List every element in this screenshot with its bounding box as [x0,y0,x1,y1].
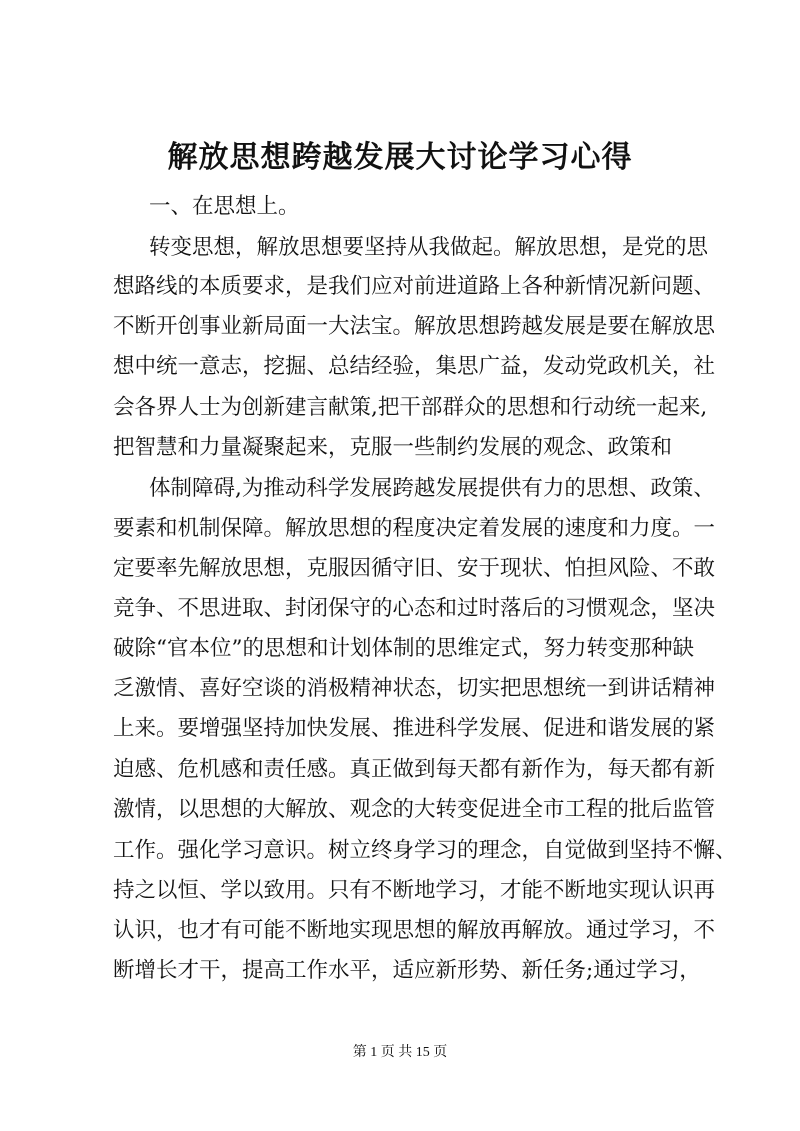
paragraph-line: 定要率先解放思想，克服因循守旧、安于现状、怕担风险、不敢 [113,556,716,581]
paragraph-line: 会各界人士为创新建言献策,把干部群众的思想和行动统一起来, [113,395,708,420]
paragraph-line: 把智慧和力量凝聚起来，克服一些制约发展的观念、政策和 [113,435,673,460]
paragraph-line: 上来。要增强坚持加快发展、推进科学发展、促进和谐发展的紧 [113,716,716,741]
section-heading: 一、在思想上。 [149,194,300,219]
paragraph-line: 持之以恒、学以致用。只有不断地学习，才能不断地实现认识再 [113,878,716,903]
paragraph-line: 激情，以思想的大解放、观念的大转变促进全市工程的批后监管 [113,797,716,822]
paragraph-line: 认识，也才有可能不断地实现思想的解放再解放。通过学习，不 [113,918,716,943]
paragraph-line: 迫感、危机感和责任感。真正做到每天都有新作为，每天都有新 [113,757,716,782]
paragraph-line: 破除“官本位”的思想和计划体制的思维定式，努力转变那种缺 [113,636,694,661]
document-title: 解放思想跨越发展大讨论学习心得 [167,140,633,175]
paragraph-line: 想中统一意志，挖掘、总结经验，集思广益，发动党政机关，社 [113,354,716,379]
page-number-footer: 第 1 页 共 15 页 [352,1045,448,1060]
paragraph-line: 不断开创事业新局面一大法宝。解放思想跨越发展是要在解放思 [113,314,716,339]
paragraph-line: 竞争、不思进取、封闭保守的心态和过时落后的习惯观念，坚决 [113,596,716,621]
paragraph-line: 体制障碍,为推动科学发展跨越发展提供有力的思想、政策、 [149,476,715,501]
paragraph-line: 乏激情、喜好空谈的消极精神状态，切实把思想统一到讲话精神 [113,676,716,701]
paragraph-line: 工作。强化学习意识。树立终身学习的理念，自觉做到坚持不懈、 [113,838,737,863]
paragraph-line: 想路线的本质要求，是我们应对前进道路上各种新情况新问题、 [113,274,716,299]
paragraph-line: 要素和机制保障。解放思想的程度决定着发展的速度和力度。一 [113,516,716,541]
paragraph-line: 断增长才干，提高工作水平，适应新形势、新任务;通过学习， [113,958,701,983]
paragraph-line: 转变思想，解放思想要坚持从我做起。解放思想，是党的思 [149,235,709,260]
